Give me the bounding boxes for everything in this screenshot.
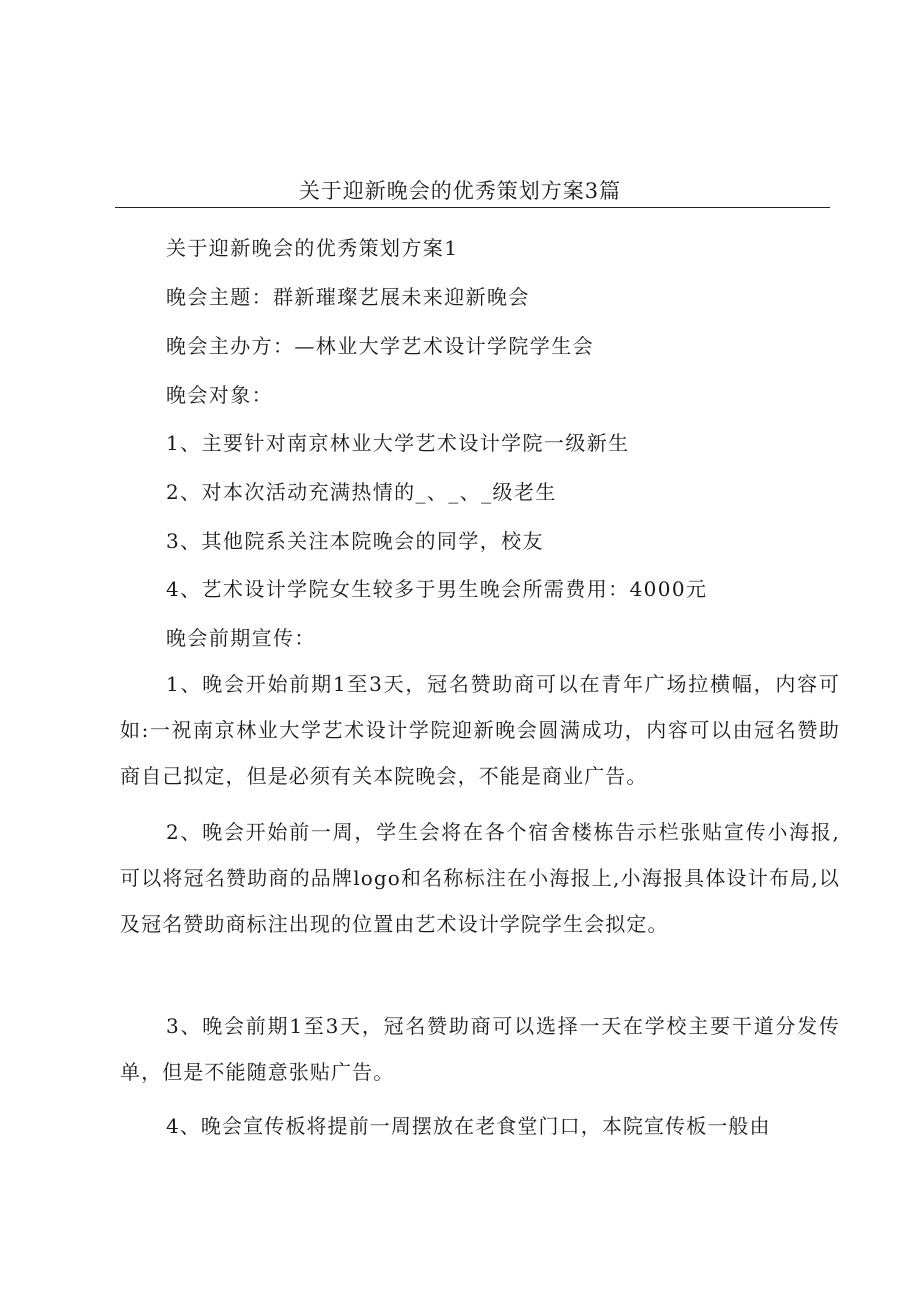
document-title: 关于迎新晚会的优秀策划方案3篇 <box>298 179 622 203</box>
title-divider <box>115 207 830 208</box>
section-heading: 关于迎新晚会的优秀策划方案1 <box>166 236 459 260</box>
publicity-label: 晚会前期宣传： <box>166 626 316 650</box>
publicity-paragraph: 2、晚会开始前一周，学生会将在各个宿舍楼栋告示栏张贴宣传小海报,可以将冠名赞助商的品牌logo和名称标注在小海报上,小海报具体设计布局,以及冠名赞助商标注出现的位置由艺术设计学院学生会拟定。 <box>120 820 840 936</box>
party-theme: 晚会主题：群新璀璨艺展未来迎新晚会 <box>166 285 530 309</box>
audience-label: 晚会对象： <box>166 383 273 407</box>
audience-item: 4、艺术设计学院女生较多于男生晚会所需费用：4000元 <box>166 577 708 601</box>
audience-item: 1、主要针对南京林业大学艺术设计学院一级新生 <box>166 431 630 455</box>
publicity-paragraph: 3、晚会前期1至3天，冠名赞助商可以选择一天在学校主要干道分发传单，但是不能随意张贴广告。 <box>120 1014 840 1084</box>
party-organizer: 晚会主办方：—林业大学艺术设计学院学生会 <box>166 334 594 358</box>
publicity-paragraph: 4、晚会宣传板将提前一周摆放在老食堂门口，本院宣传板一般由 <box>166 1114 771 1138</box>
audience-item: 3、其他院系关注本院晚会的同学，校友 <box>166 529 544 553</box>
publicity-paragraph: 1、晚会开始前期1至3天，冠名赞助商可以在青年广场拉横幅，内容可如:一祝南京林业大学艺术设计学院迎新晚会圆满成功，内容可以由冠名赞助商自己拟定，但是必须有关本院晚会，不能是商业广告。 <box>120 672 840 788</box>
audience-item: 2、对本次活动充满热情的_、_、_级老生 <box>166 480 557 504</box>
